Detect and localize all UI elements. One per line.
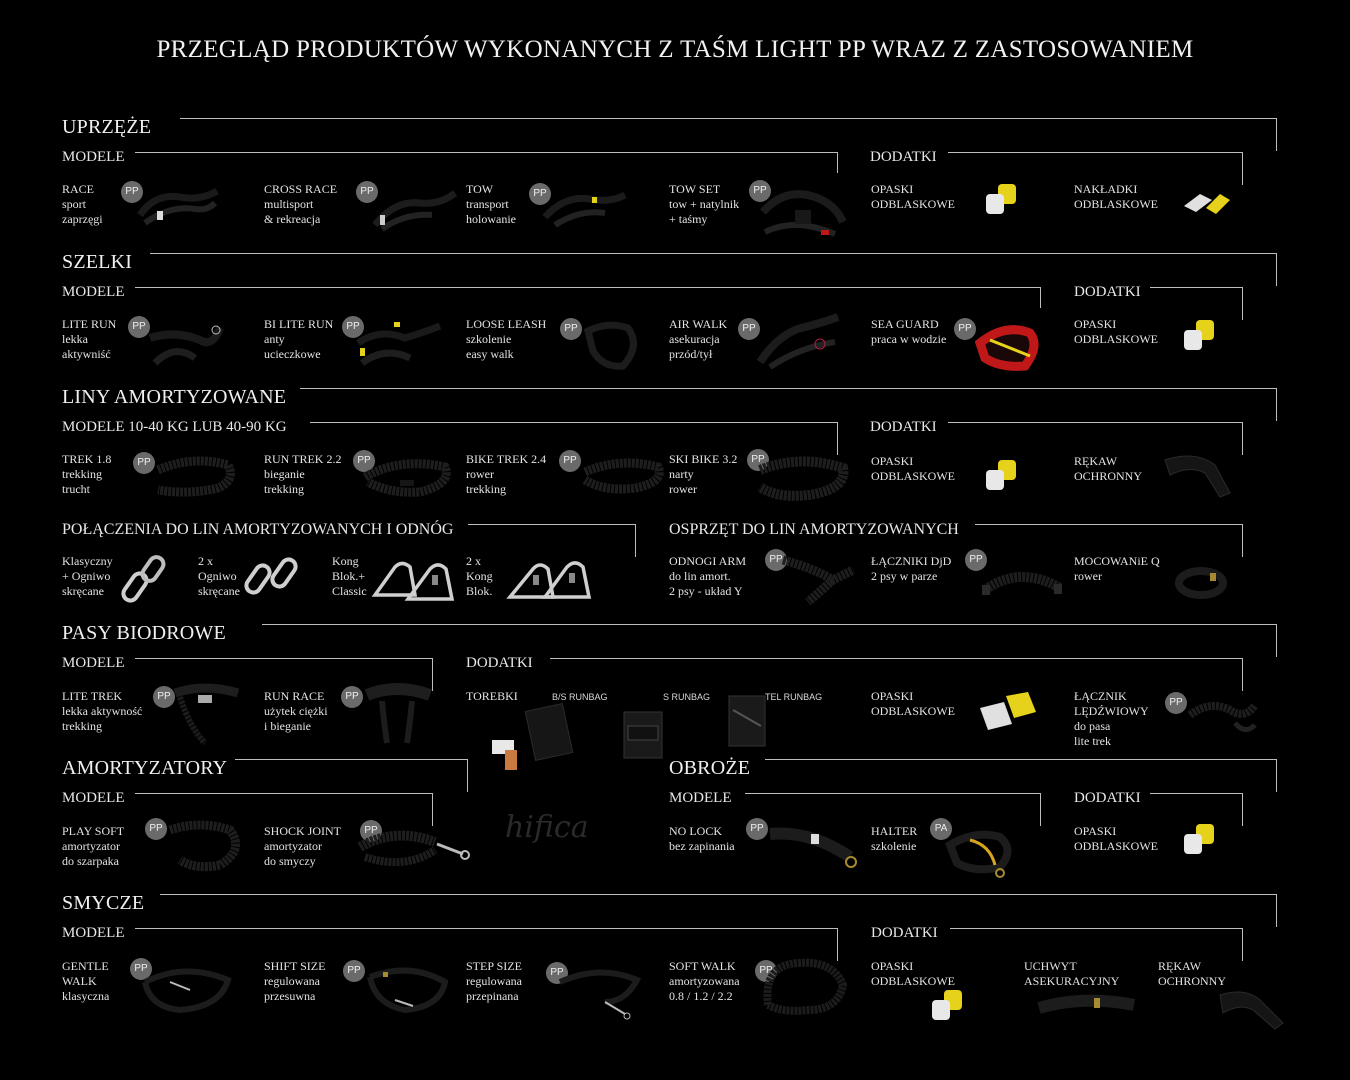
material-badge: PP <box>145 818 167 840</box>
lumbar-connector-image <box>1185 695 1260 740</box>
material-badge: PP <box>121 181 143 203</box>
carabiner-image <box>370 555 465 605</box>
subheading-extras: DODATKI <box>1074 790 1141 806</box>
subsection-line <box>1150 287 1243 320</box>
material-badge: PP <box>765 549 787 571</box>
runbag-image <box>620 706 665 761</box>
leash-image <box>365 962 450 1017</box>
subheading-models: MODELE <box>62 925 125 941</box>
protective-sleeve-image <box>1215 985 1290 1030</box>
material-badge: PA <box>930 818 952 840</box>
section-line <box>150 253 1277 286</box>
product-shock-joint[interactable]: SHOCK JOINT amortyzator do smyczy <box>264 824 342 868</box>
bag-name: B/S RUNBAG <box>552 692 608 702</box>
extra-reflective-bands[interactable]: OPASKI ODBLASKOWE <box>871 959 955 988</box>
subheading-extras: DODATKI <box>871 925 938 941</box>
product-ski-bike-3-2[interactable]: SKI BIKE 3.2 narty rower <box>669 452 738 496</box>
product-halter[interactable]: HALTER szkolenie <box>871 824 918 853</box>
reflective-band-image <box>928 988 968 1022</box>
coupler-image <box>980 560 1065 600</box>
product-run-trek-2-2[interactable]: RUN TREK 2.2 bieganie trekking <box>264 452 342 496</box>
section-title-uprzeze: UPRZĘŻE <box>62 116 152 138</box>
waist-belt-image <box>170 683 245 748</box>
subsection-title-osprzet: OSPRZĘT DO LIN AMORTYZOWANYCH <box>669 521 959 538</box>
extra-reflective-bands[interactable]: OPASKI ODBLASKOWE <box>871 182 955 211</box>
bags-label: TOREBKI <box>466 689 518 703</box>
subheading-models: MODELE <box>62 149 125 165</box>
accessory-mocowanie-q[interactable]: MOCOWANiE Q rower <box>1074 554 1160 583</box>
subsection-title-polaczenia: POŁĄCZENIA DO LIN AMORTYZOWANYCH I ODNÓG <box>62 521 454 538</box>
material-badge: PP <box>153 686 175 708</box>
product-loose-leash[interactable]: LOOSE LEASH szkolenie easy walk <box>466 317 547 361</box>
quicklink-image <box>245 554 310 599</box>
bike-mount-image <box>1176 565 1226 600</box>
extra-protective-sleeve[interactable]: RĘKAW OCHRONNY <box>1074 454 1143 483</box>
bungee-line-image <box>580 452 665 502</box>
subheading-models: MODELE 10-40 KG LUB 40-90 KG <box>62 419 287 435</box>
harness-image <box>370 185 460 235</box>
bungee-line-image <box>360 452 455 502</box>
section-line <box>160 894 1277 927</box>
material-badge: PP <box>130 958 152 980</box>
material-badge: PP <box>356 181 378 203</box>
carabiner-image <box>505 555 600 605</box>
product-step-size[interactable]: STEP SIZE regulowana przepinana <box>466 959 522 1003</box>
shock-absorber-image <box>355 822 475 877</box>
collar-image <box>765 822 860 872</box>
section-line <box>235 759 468 792</box>
extra-protective-sleeve[interactable]: RĘKAW OCHRONNY <box>1158 959 1227 988</box>
protective-sleeve-image <box>1160 445 1235 500</box>
carabiner-image <box>120 552 175 607</box>
extra-reflective-bands[interactable]: OPASKI ODBLASKOWE <box>1074 824 1158 853</box>
reflective-band-image <box>1180 822 1220 856</box>
harness-image <box>135 185 225 230</box>
subsection-line <box>135 152 838 173</box>
subsection-line <box>975 524 1243 557</box>
connector-2x-link[interactable]: 2 x Ogniwo skręcane <box>198 554 240 598</box>
material-badge: PP <box>954 318 976 340</box>
subheading-models: MODELE <box>62 655 125 671</box>
extra-safety-handle[interactable]: UCHWYT ASEKURACYJNY <box>1024 959 1120 988</box>
connector-kong-classic[interactable]: Kong Blok.+ Classic <box>332 554 367 598</box>
runbag-image <box>725 690 770 750</box>
material-badge: PP <box>746 818 768 840</box>
section-line <box>765 759 1277 792</box>
dog-harness-image <box>750 312 845 372</box>
product-bike-trek-2-4[interactable]: BIKE TREK 2.4 rower trekking <box>466 452 547 496</box>
harness-image <box>755 182 850 242</box>
halter-image <box>945 825 1025 880</box>
subsection-line <box>135 287 1041 308</box>
material-badge: PP <box>353 450 375 472</box>
reflective-band-image <box>1180 318 1220 352</box>
subsection-line <box>950 928 1243 961</box>
reflective-band-image <box>978 692 1038 734</box>
leash-image <box>140 962 235 1017</box>
safety-handle-image <box>1034 990 1139 1025</box>
product-lite-run[interactable]: LITE RUN lekka aktywniść <box>62 317 117 361</box>
subsection-line <box>135 928 838 961</box>
reflective-band-image <box>982 458 1022 492</box>
extra-lumbar-connector[interactable]: ŁĄCZNIK LĘDŹWIOWY do pasa lite trek <box>1074 689 1149 748</box>
material-badge: PP <box>747 449 769 471</box>
leash-image <box>555 962 645 1022</box>
reflective-patch-image <box>1182 190 1232 216</box>
dog-harness-image <box>350 318 445 368</box>
product-tow-set[interactable]: TOW SET tow + natylnik + taśmy <box>669 182 740 226</box>
product-race[interactable]: RACE sport zaprzęgi <box>62 182 103 226</box>
product-air-walk[interactable]: AIR WALK asekuracja przód/tył <box>669 317 728 361</box>
material-badge: PP <box>360 820 382 842</box>
subheading-extras: DODATKI <box>466 655 533 671</box>
material-badge: PP <box>529 183 551 205</box>
material-badge: PP <box>341 686 363 708</box>
section-line <box>180 118 1277 151</box>
section-line <box>262 624 1277 657</box>
bungee-line-image <box>148 450 238 505</box>
product-no-lock[interactable]: NO LOCK bez zapinania <box>669 824 735 853</box>
subheading-models: MODELE <box>62 790 125 806</box>
extra-reflective-bands[interactable]: OPASKI ODBLASKOWE <box>1074 317 1158 346</box>
product-run-race-belt[interactable]: RUN RACE użytek ciężki i bieganie <box>264 689 328 733</box>
subheading-extras: DODATKI <box>870 419 937 435</box>
subsection-line <box>468 524 636 557</box>
material-badge: PP <box>546 962 568 984</box>
subsection-line <box>948 152 1243 185</box>
material-badge: PP <box>559 450 581 472</box>
section-title-szelki: SZELKI <box>62 251 133 273</box>
material-badge: PP <box>755 960 777 982</box>
product-bi-lite-run[interactable]: BI LITE RUN anty ucieczkowe <box>264 317 334 361</box>
material-badge: PP <box>342 316 364 338</box>
material-badge: PP <box>133 452 155 474</box>
dog-harness-image <box>583 316 643 371</box>
product-tow[interactable]: TOW transport holowanie <box>466 182 516 226</box>
subsection-line <box>550 658 1243 691</box>
brand-logo: hifica <box>505 810 589 845</box>
reflective-band-image <box>982 182 1022 216</box>
section-title-pasy: PASY BIODROWE <box>62 622 226 644</box>
product-trek-1-8[interactable]: TREK 1.8 trekking trucht <box>62 452 112 496</box>
material-badge: PP <box>128 316 150 338</box>
page-title: PRZEGLĄD PRODUKTÓW WYKONANYCH Z TAŚM LIGHT PP WRAZ Z ZASTOSOWANIEM <box>156 36 1194 63</box>
connector-classic-link[interactable]: Klasyczny + Ogniwo skręcane <box>62 554 113 598</box>
material-badge: PP <box>749 180 771 202</box>
product-soft-walk[interactable]: SOFT WALK amortyzowana 0.8 / 1.2 / 2.2 <box>669 959 740 1003</box>
waist-belt-image <box>362 683 437 748</box>
subheading-extras: DODATKI <box>1074 284 1141 300</box>
shock-absorber-image <box>160 815 245 875</box>
bag-name: S RUNBAG <box>663 692 711 702</box>
section-title-amortyzatory: AMORTYZATORY <box>62 757 228 779</box>
bungee-line-image <box>755 452 850 507</box>
product-shift-size[interactable]: SHIFT SIZE regulowana przesuwna <box>264 959 326 1003</box>
subheading-models: MODELE <box>62 284 125 300</box>
product-play-soft[interactable]: PLAY SOFT amortyzator do szarpaka <box>62 824 125 868</box>
leash-image <box>758 955 853 1020</box>
subheading-models: MODELE <box>669 790 732 806</box>
bag-name: TEL RUNBAG <box>765 692 823 702</box>
section-title-obroze: OBROŻE <box>669 757 751 779</box>
section-line <box>300 388 1277 421</box>
product-lite-trek[interactable]: LITE TREK lekka aktywność trekking <box>62 689 143 733</box>
runbag-image <box>490 705 580 775</box>
dog-harness-image <box>140 318 225 368</box>
product-gentle-walk[interactable]: GENTLE WALK klasyczna <box>62 959 110 1003</box>
material-badge: PP <box>965 549 987 571</box>
material-badge: PP <box>738 318 760 340</box>
extra-reflective-bands[interactable]: OPASKI ODBLASKOWE <box>871 689 955 718</box>
accessory-odnogi-arm[interactable]: ODNOGI ARM do lin amort. 2 psy - układ Y <box>669 554 747 598</box>
section-title-smycze: SMYCZE <box>62 892 145 914</box>
bungee-split-image <box>778 550 858 608</box>
harness-image <box>540 185 630 230</box>
material-badge: PP <box>560 318 582 340</box>
connector-2x-kong[interactable]: 2 x Kong Blok. <box>466 554 493 598</box>
subheading-extras: DODATKI <box>870 149 937 165</box>
dog-harness-image <box>975 318 1045 373</box>
material-badge: PP <box>1165 692 1187 714</box>
product-cross-race[interactable]: CROSS RACE multisport & rekreacja <box>264 182 338 226</box>
extra-reflective-patches[interactable]: NAKŁADKI ODBLASKOWE <box>1074 182 1158 211</box>
product-sea-guard[interactable]: SEA GUARD praca w wodzie <box>871 317 947 346</box>
material-badge: PP <box>343 960 365 982</box>
accessory-laczniki-djd[interactable]: ŁĄCZNIKI DjD 2 psy w parze <box>871 554 952 583</box>
extra-reflective-bands[interactable]: OPASKI ODBLASKOWE <box>871 454 955 483</box>
section-title-liny: LINY AMORTYZOWANE <box>62 386 287 408</box>
